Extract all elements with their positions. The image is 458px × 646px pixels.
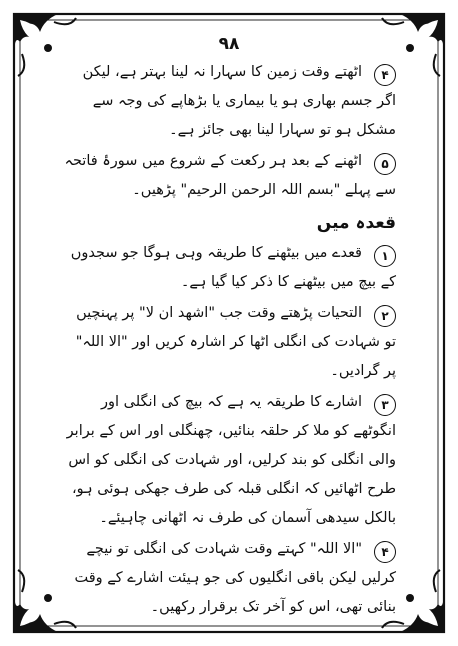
list-item — [60, 388, 396, 533]
item-text: "الا اللہ" کہتے وقت شہادت کی انگلی تو نیچے کرلیں لیکن باقی انگلیوں کی جو ہیئت اشارے کے وقت بنائی تھی، اس کو آخر تک برقرار رکھیں۔ — [74, 541, 396, 615]
section-heading: قعدہ میں — [316, 213, 396, 233]
item-number-badge: ۲ — [374, 305, 396, 327]
page-body — [60, 58, 396, 622]
item-number-badge: ۱ — [374, 245, 396, 267]
item-text: اٹھتے وقت زمین کا سہارا نہ لینا بہتر ہے، لیکن اگر جسم بھاری ہو یا بیماری یا بڑھاپے کی وجہ سے مشکل ہو تو سہارا لینا بھی جائز ہے۔ — [82, 64, 396, 138]
item-number-badge: ۴ — [374, 541, 396, 563]
list-item — [60, 147, 396, 205]
page-number: ۹۸ — [218, 34, 240, 54]
item-text: اٹھنے کے بعد ہر رکعت کے شروع میں سورۂ فاتحہ سے پہلے "بسم اللہ الرحمن الرحیم" پڑھیں۔ — [64, 153, 396, 198]
item-text: اشارے کا طریقہ یہ ہے کہ بیچ کی انگلی اور انگوٹھے کو ملا کر حلقہ بنائیں، چھنگلی اور اس کے برابر والی انگلی کو بند کرلیں، اور شہادت کی انگلی کو اس طرح اٹھائیں کہ انگلی قبلہ کی طرف جھکی ہوئی ہو، بالکل سیدھی آسمان کی طرف نہ اٹھانی چاہیئے۔ — [66, 394, 396, 526]
list-item — [60, 239, 396, 297]
list-item — [60, 535, 396, 622]
item-number-badge: ۵ — [374, 153, 396, 175]
item-number-badge: ۴ — [374, 64, 396, 86]
item-text: قعدے میں بیٹھنے کا طریقہ وہی ہوگا جو سجدوں کے بیچ میں بیٹھنے کا ذکر کیا گیا ہے۔ — [70, 245, 396, 290]
list-item — [60, 58, 396, 145]
list-item — [60, 299, 396, 386]
item-text: التحیات پڑھتے وقت جب "اشھد ان لا" پر پہنچیں تو شہادت کی انگلی اٹھا کر اشارہ کریں اور "الا اللہ" پر گرادیں۔ — [75, 305, 396, 379]
item-number-badge: ۳ — [374, 394, 396, 416]
